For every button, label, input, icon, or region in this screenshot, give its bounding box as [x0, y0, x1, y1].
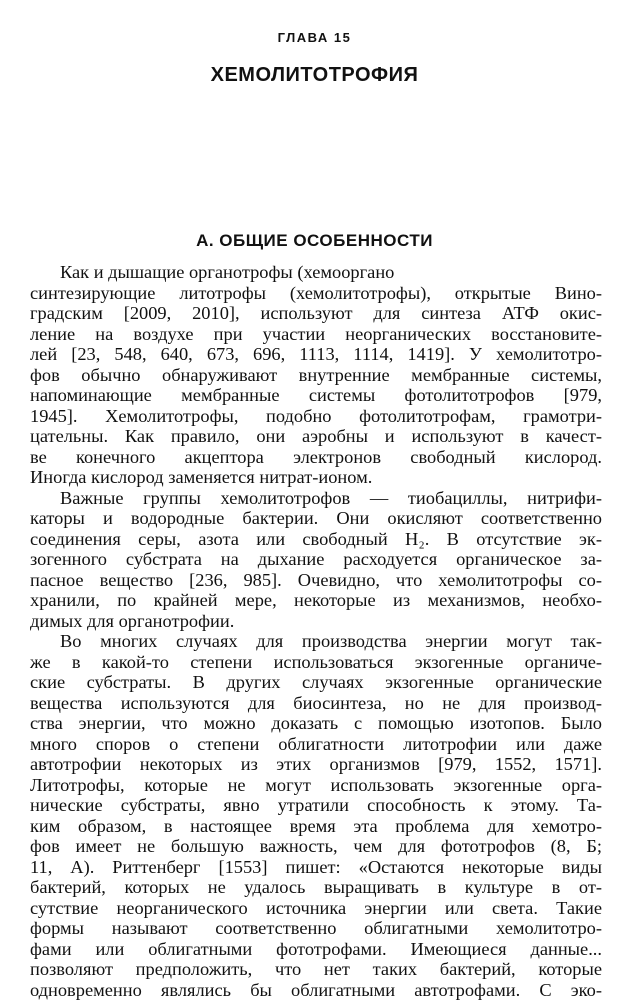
- text-line: много споров о степени облигатности литотрофии или даже: [30, 733, 602, 754]
- text-line: ства энергии, что можно доказать с помощью изотопов. Было: [30, 713, 602, 733]
- text-line: ление на воздухе при участии неорганических восстановите-: [30, 323, 602, 344]
- text-line: синтезирующие литотрофы (хемолитотрофы), открытые Вино-: [30, 282, 602, 303]
- text-line: автотрофии некоторых из этих организмов [979, 1552, 1571].: [30, 754, 602, 774]
- text-line: хранили, по крайней мере, некоторые из механизмов, необхо-: [30, 590, 602, 610]
- text-line: Во многих случаях для производства энергии могут так-: [60, 631, 602, 651]
- text-line: Иногда кислород заменяется нитрат-ионом.: [30, 467, 373, 487]
- text-line: соединения серы, азота или свободный H₂. В отсутствие эк-: [30, 528, 602, 549]
- text-line: фов имеет не большую важность, чем для фототрофов (8, Б;: [30, 836, 602, 856]
- body-text: [30, 262, 602, 1000]
- text-line: цательны. Как правило, они аэробны и используют в качест-: [30, 426, 602, 446]
- chapter-label: ГЛАВА 15: [277, 30, 352, 45]
- text-line: ве конечного акцептора электронов свободный кислород.: [30, 446, 602, 467]
- text-line: ские субстраты. В других случаях экзогенные органические: [30, 672, 602, 692]
- text-line: 1945]. Хемолитотрофы, подобно фотолитотрофам, грамотри-: [30, 405, 602, 426]
- text-line: же в какой-то степени использоваться экзогенные органиче-: [30, 651, 602, 672]
- text-line: формы называют соответственно облигатными хемолитотро-: [30, 918, 602, 938]
- text-line: Литотрофы, которые не могут использовать экзогенные орга-: [30, 774, 602, 795]
- text-line: фов обычно обнаруживают внутренние мембранные системы,: [30, 364, 602, 385]
- text-line: димых для органотрофии.: [30, 610, 235, 631]
- text-line: вещества используются для биосинтеза, но не для производ-: [30, 692, 602, 713]
- paragraph-2: [30, 488, 602, 632]
- text-line: одновременно являлись бы облигатными автотрофами. С эко-: [30, 979, 602, 1000]
- text-line: бактерий, которых не удалось выращивать в культуре в от-: [30, 877, 602, 897]
- text-line: напоминающие мембранные системы фотолитотрофов [979,: [30, 385, 602, 405]
- paragraph-1: [30, 262, 602, 488]
- text-line: зогенного субстрата на дыхание расходуется органическое за-: [30, 549, 602, 569]
- text-line: ким образом, в настоящее время эта проблема для хемотро-: [30, 815, 602, 836]
- text-line: каторы и водородные бактерии. Они окисляют соответственно: [30, 508, 602, 528]
- text-line: нические субстраты, явно утратили способность к этому. Та-: [30, 795, 602, 815]
- text-line: пасное вещество [236, 985]. Очевидно, что хемолитотрофы со-: [30, 569, 602, 590]
- text-line: позволяют предположить, что нет таких бактерий, которые: [30, 959, 602, 979]
- text-line: лей [23, 548, 640, 673, 696, 1113, 1114, 1419]. У хемолитотро-: [30, 344, 602, 364]
- text-line: градским [2009, 2010], используют для синтеза АТФ окис-: [30, 303, 602, 323]
- text-line: Важные группы хемолитотрофов — тиобациллы, нитрифи-: [60, 487, 602, 508]
- text-line: Как и дышащие органотрофы (хемооргано: [60, 262, 395, 282]
- text-line: 11, А). Риттенберг [1553] пишет: «Остаются некоторые виды: [30, 856, 602, 877]
- section-title: А. ОБЩИЕ ОСОБЕННОСТИ: [196, 231, 433, 250]
- text-line: сутствие неорганического источника энергии или света. Такие: [30, 897, 602, 918]
- paragraph-3: [30, 631, 602, 1000]
- chapter-title: ХЕМОЛИТОТРОФИЯ: [210, 64, 419, 86]
- text-line: фами или облигатными фототрофами. Имеющиеся данные...: [30, 938, 602, 959]
